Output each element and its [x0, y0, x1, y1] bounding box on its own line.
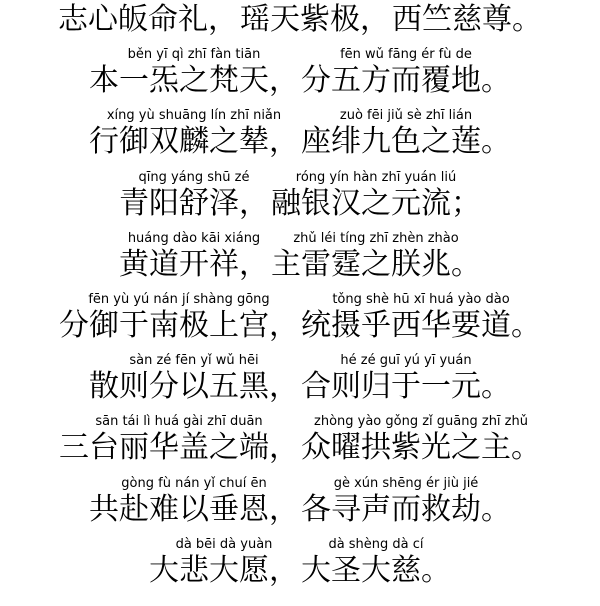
pinyin-annotation: sàn zé fēn yǐ wǔ hēi: [129, 353, 259, 369]
hanzi-phrase: 瑶天紫极，: [240, 2, 390, 37]
pinyin-annotation: zhòng yào gǒng zǐ guāng zhī zhǔ: [314, 414, 528, 430]
ruby-phrase: [89, 108, 299, 160]
hanzi-phrase: 主雷霆之朕兆。: [271, 246, 481, 282]
hanzi-phrase: 散则分以五黑，: [89, 369, 299, 405]
hanzi-phrase: 统摄乎西华要道。: [301, 307, 541, 343]
ruby-phrase: [392, 0, 542, 38]
pinyin-annotation: fēn yù yú nán jí shàng gōng: [88, 291, 270, 307]
pinyin-annotation: huáng dào kāi xiáng: [127, 230, 261, 246]
ruby-phrase: [271, 170, 481, 222]
pinyin-annotation: tǒng shè hū xī huá yào dào: [332, 291, 510, 307]
ruby-phrase: [59, 292, 299, 344]
ruby-phrase: [149, 537, 299, 589]
hanzi-phrase: 志心皈命礼，: [58, 2, 238, 37]
pinyin-annotation: gè xún shēng ér jiù jié: [333, 475, 479, 491]
ruby-phrase: [240, 0, 390, 38]
verse-line: [0, 47, 600, 108]
pinyin-annotation: fēn wǔ fāng ér fù de: [340, 47, 472, 63]
hanzi-phrase: 座绯九色之莲。: [301, 124, 511, 160]
verse-line: [0, 170, 600, 231]
hanzi-phrase: 分五方而覆地。: [301, 63, 511, 99]
hanzi-phrase: 黄道开祥，: [119, 246, 269, 282]
pinyin-annotation: běn yī qì zhī fàn tiān: [127, 47, 261, 63]
ruby-phrase: [301, 476, 511, 528]
verse-line: [0, 0, 600, 47]
verse-line: [0, 537, 600, 598]
pinyin-annotation: dà shèng dà cí: [328, 536, 424, 552]
ruby-phrase: [58, 0, 238, 38]
hanzi-phrase: 各寻声而救劫。: [301, 491, 511, 527]
hanzi-phrase: 融银汉之元流；: [271, 185, 481, 221]
hanzi-phrase: 西竺慈尊。: [392, 2, 542, 37]
ruby-phrase: [89, 47, 299, 99]
verse-line: [0, 292, 600, 353]
verse-line: [0, 108, 600, 169]
hanzi-phrase: 行御双麟之辇，: [89, 124, 299, 160]
pinyin-annotation: gòng fù nán yǐ chuí ēn: [121, 475, 267, 491]
ruby-phrase: [301, 353, 511, 405]
pinyin-annotation: hé zé guī yú yī yuán: [340, 353, 472, 369]
hanzi-phrase: 分御于南极上宫，: [59, 307, 299, 343]
hanzi-phrase: 三台丽华盖之端，: [59, 430, 299, 466]
ruby-phrase: [271, 231, 481, 283]
verse-line: [0, 231, 600, 292]
hanzi-phrase: 合则归于一元。: [301, 369, 511, 405]
verse-line: [0, 414, 600, 475]
ruby-phrase: [301, 108, 511, 160]
pinyin-annotation: xíng yù shuāng lín zhī niǎn: [106, 108, 282, 124]
pinyin-annotation: dà bēi dà yuàn: [175, 536, 273, 552]
hanzi-phrase: 青阳舒泽，: [119, 185, 269, 221]
hanzi-phrase: 共赴难以垂恩，: [89, 491, 299, 527]
verse-line: [0, 476, 600, 537]
ruby-phrase: [119, 170, 269, 222]
ruby-phrase: [301, 47, 511, 99]
hanzi-phrase: 众曜拱紫光之主。: [301, 430, 541, 466]
ruby-phrase: [89, 353, 299, 405]
pinyin-annotation: sān tái lì huá gài zhī duān: [95, 414, 263, 430]
ruby-phrase: [301, 537, 451, 589]
verse-line: [0, 353, 600, 414]
pinyin-annotation: zhǔ léi tíng zhī zhèn zhào: [293, 230, 459, 246]
hanzi-phrase: 大圣大慈。: [301, 552, 451, 588]
pinyin-annotation: róng yín hàn zhī yuán liú: [295, 169, 457, 185]
pinyin-annotation: zuò fēi jiǔ sè zhī lián: [339, 108, 473, 124]
ruby-phrase: [89, 476, 299, 528]
ruby-phrase: [119, 231, 269, 283]
ruby-phrase: [301, 414, 541, 466]
hanzi-phrase: 本一炁之梵天，: [89, 63, 299, 99]
ruby-phrase: [301, 292, 541, 344]
hanzi-phrase: 大悲大愿，: [149, 552, 299, 588]
pinyin-annotation: qīng yáng shū zé: [138, 169, 250, 185]
ruby-phrase: [59, 414, 299, 466]
